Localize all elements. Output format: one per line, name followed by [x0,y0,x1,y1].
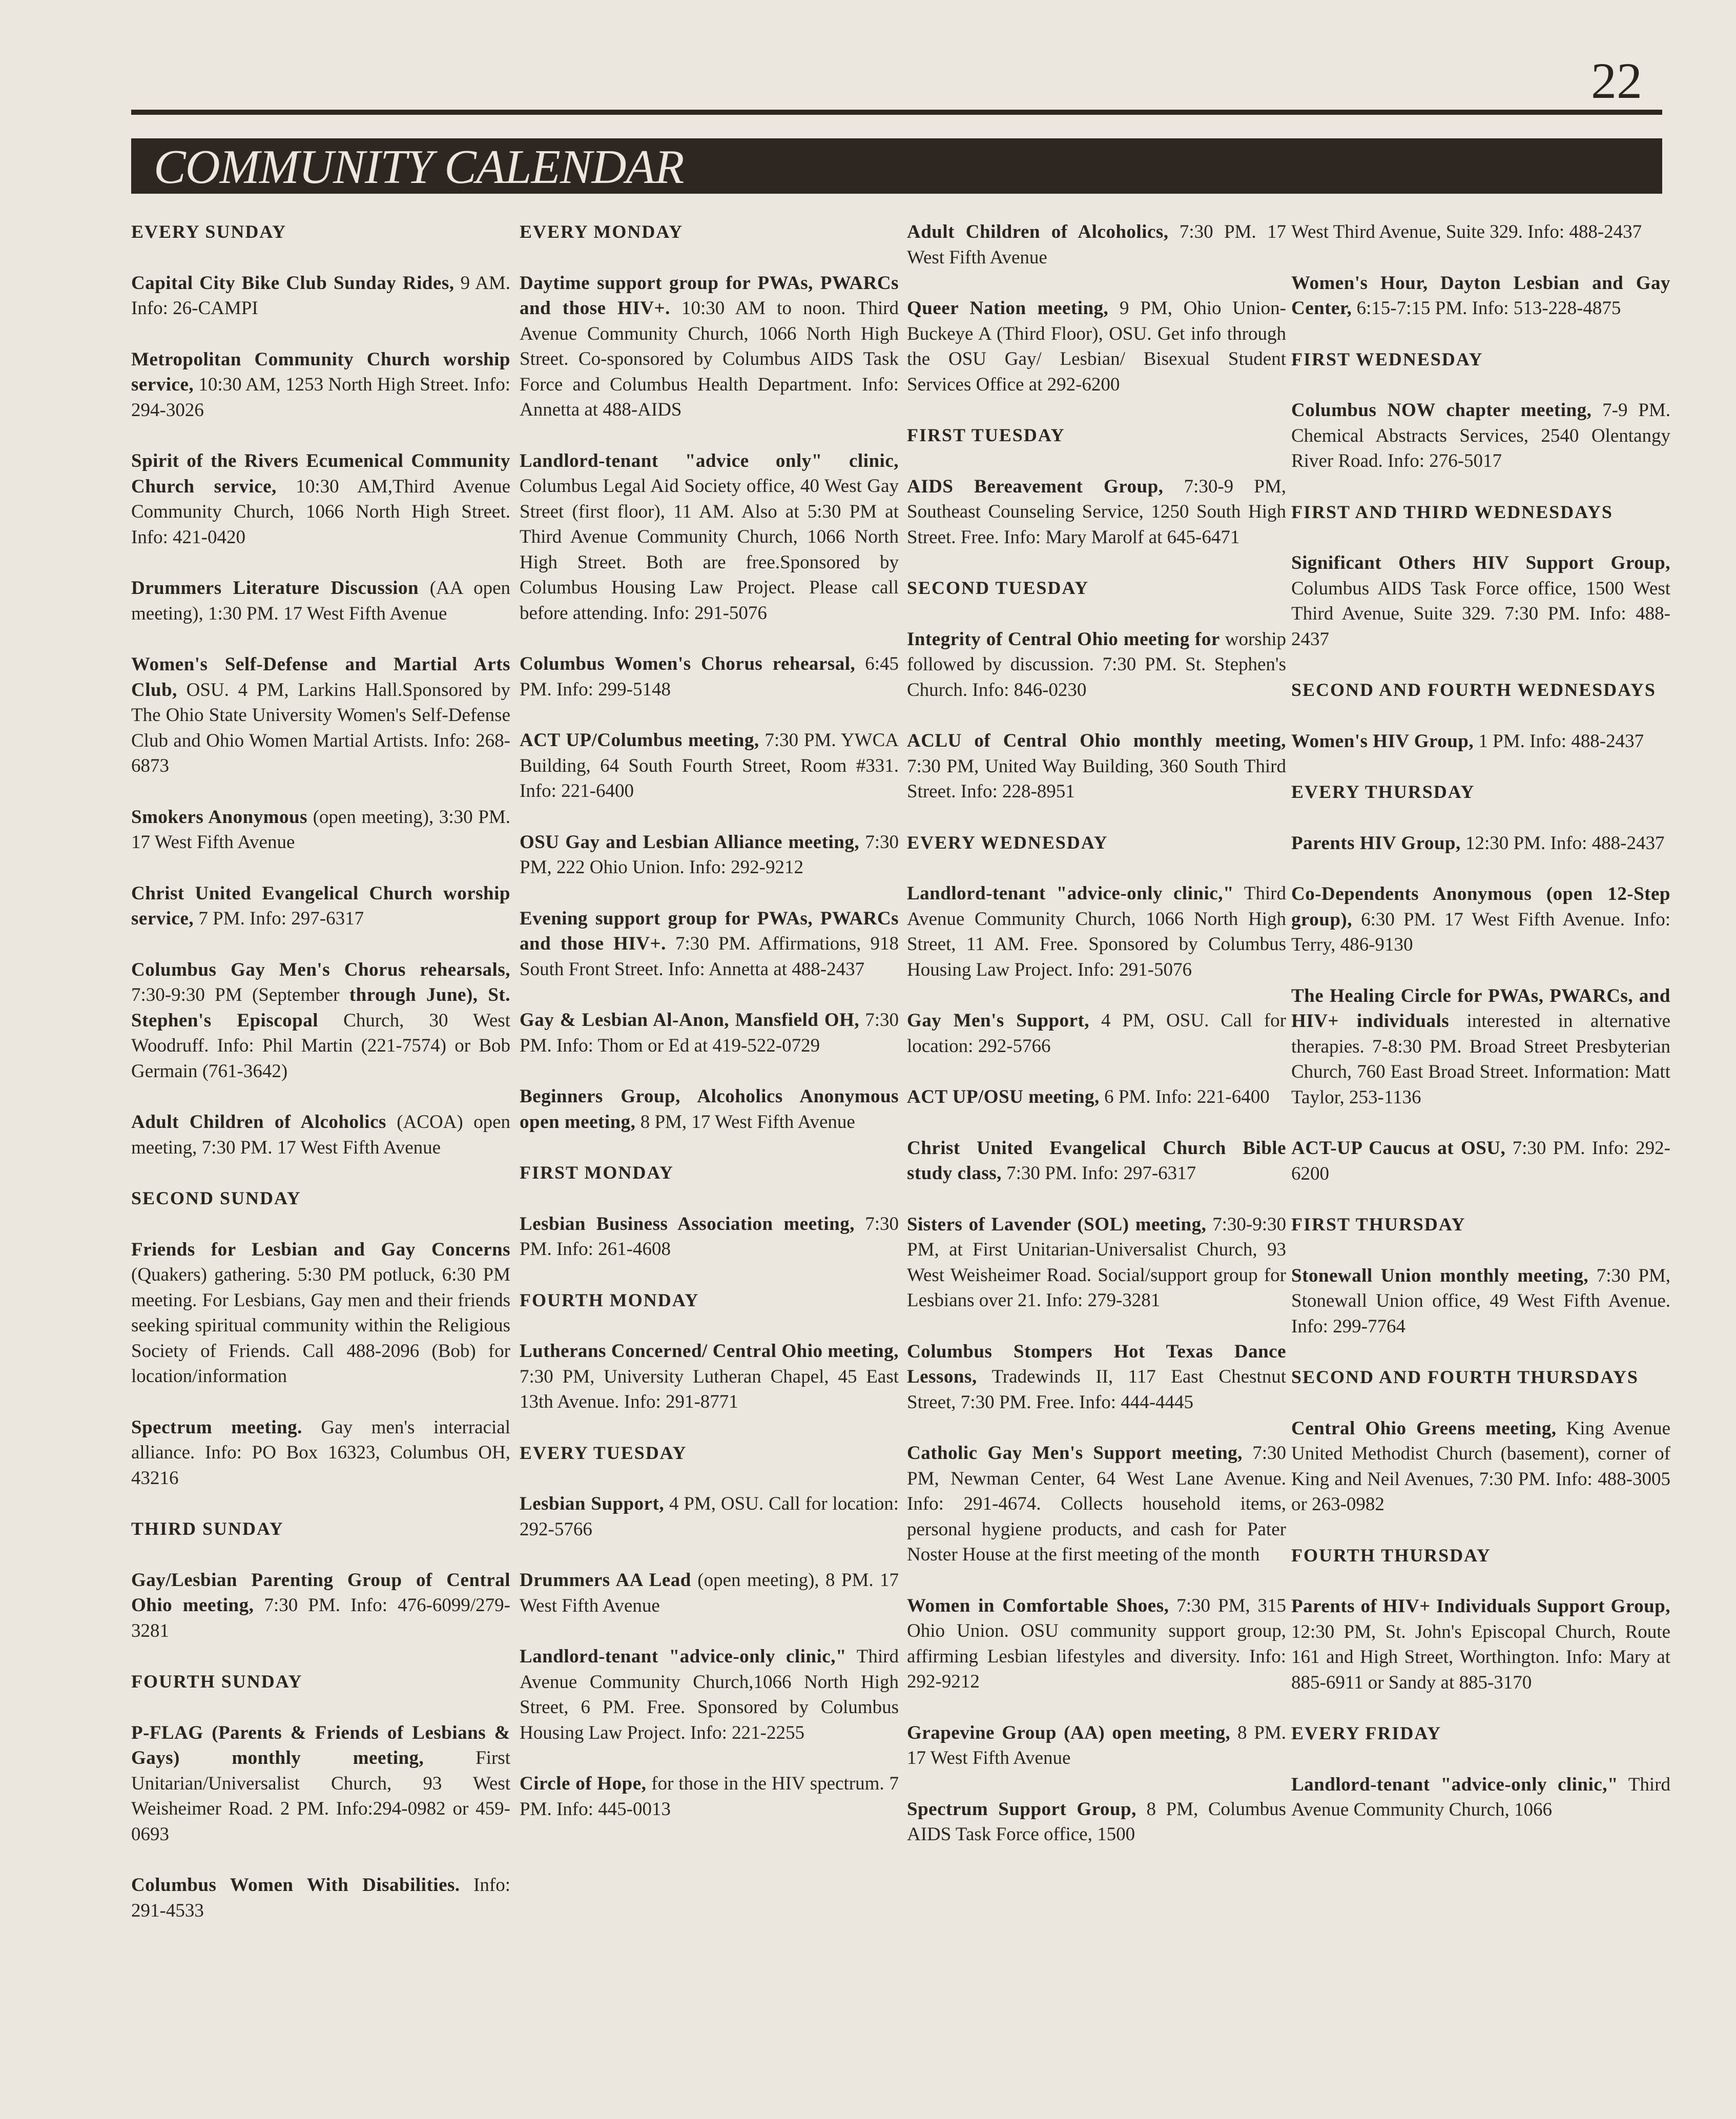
entry-title: Circle of Hope, [520,1773,647,1794]
entry-title: Significant Others HIV Support Group, [1291,552,1670,573]
calendar-entry [131,347,510,423]
entry-details: 6:30 PM. 17 West Fifth Avenue. Info: Terry, 486-9130 [1291,909,1670,955]
calendar-entry [1291,983,1670,1110]
entry-title: Columbus Women With Disabilities. [131,1875,460,1896]
entry-title: Drummers AA Lead [520,1570,691,1591]
calendar-entry [520,271,899,423]
entry-details: Tradewinds II, 117 East Chestnut Street, 7:30 PM. Free. Info: 444-4445 [907,1366,1286,1413]
calendar-entry [907,1441,1286,1568]
entry-details: 7:30-9:30 PM (September [131,984,349,1005]
entry-title: Drummers Literature Discussion [131,578,419,599]
page-number: 22 [1591,52,1642,109]
calendar-entry [1291,398,1670,474]
entry-title: Adult Children of Alcoholics, [907,221,1169,242]
calendar-entry [131,575,510,626]
entry-title: Women's Self-Defense and Martial Arts Club, [131,654,510,701]
calendar-entry [131,1109,510,1160]
entry-details: (Quakers) gathering. 5:30 PM potluck, 6:30 PM meeting. For Lesbians, Gay men and their friends seeking spiritual community within the Religious Society of Friends. Call 488-2096 (Bob) for location/information [131,1264,510,1387]
calendar-entry [1291,1263,1670,1340]
day-heading: THIRD SUNDAY [131,1518,284,1539]
entry-title: Stonewall Union monthly meeting, [1291,1265,1589,1286]
calendar-entry [907,1084,1286,1110]
entry-title: ACT UP/OSU meeting, [907,1086,1100,1107]
entry-details: Gay men's interracial alliance. Info: PO Box 16323, Columbus OH, 43216 [131,1416,510,1489]
calendar-entry [907,1008,1286,1059]
entry-details: 7:30 PM, United Way Building, 360 South Third Street. Info: 228-8951 [907,755,1286,802]
calendar-entry [520,1771,899,1822]
entry-details: worship followed by discussion. 7:30 PM. St. Stephen's Church. Info: 846-0230 [907,628,1286,701]
entry-details: 12:30 PM. Info: 488-2437 [1460,832,1665,854]
calendar-entry [1291,881,1670,958]
entry-title: Spectrum meeting. [131,1416,302,1438]
entry-details: 4 PM, OSU. Call for location: 292-5766 [520,1493,899,1540]
day-heading: EVERY FRIDAY [1291,1723,1442,1743]
entry-title: Co-Dependents Anonymous (open 12-Step group), [1291,883,1670,930]
day-heading: SECOND TUESDAY [907,578,1089,598]
calendar-entry [1291,1136,1670,1186]
entry-title: Catholic Gay Men's Support meeting, [907,1443,1243,1464]
entry-details: 7-9 PM. Chemical Abstracts Services, 2540 Olentangy River Road. Info: 276-5017 [1291,400,1670,471]
day-heading: FOURTH MONDAY [520,1289,699,1310]
entry-details: 9 PM, Ohio Union-Buckeye A (Third Floor), OSU. Get info through the OSU Gay/ Lesbian/ Bisexual Student Services Office at 292-6200 [907,298,1286,395]
entry-title: Columbus Gay Men's Chorus rehearsals, [131,959,510,980]
calendar-entry [131,1873,510,1923]
entry-title: Smokers Anonymous [131,806,307,828]
calendar-entry [520,448,899,626]
calendar-entry [131,1237,510,1389]
entry-title: ACT UP/Columbus meeting, [520,730,759,751]
entry-details: 4 PM, OSU. Call for location: 292-5766 [907,1010,1286,1057]
entry-details: 7:30-9:30 PM, at First Unitarian-Universalist Church, 93 West Weisheimer Road. Social/support group for Lesbians over 21. Info: 279-3281 [907,1213,1286,1311]
entry-details: 7:30 PM, 222 Ohio Union. Info: 292-9212 [520,831,899,878]
entry-details: OSU. 4 PM, Larkins Hall.Sponsored by The Ohio State University Women's Self-Defense Club and Ohio Women Martial Artists. Info: 268-6873 [131,679,510,776]
calendar-entry [520,1211,899,1262]
entry-title: Capital City Bike Club Sunday Rides, [131,272,454,294]
entry-details: Columbus AIDS Task Force office, 1500 West Third Avenue, Suite 329. 7:30 PM. Info: 488-2437 [1291,578,1670,650]
day-heading: SECOND SUNDAY [131,1188,301,1208]
entry-title: Landlord-tenant "advice only" clinic, [520,450,899,471]
calendar-entry [907,1720,1286,1771]
entry-details: 6:15-7:15 PM. Info: 513-228-4875 [1352,298,1621,319]
day-heading: FIRST TUESDAY [907,425,1065,445]
calendar-entry [907,1339,1286,1415]
entry-details: King Avenue United Methodist Church (basement), corner of King and Neil Avenues, 7:30 PM. Info: 488-3005 or 263-0982 [1291,1417,1670,1515]
entry-title: ACLU of Central Ohio monthly meeting, [907,730,1286,751]
entry-details: Third Avenue Community Church, 1066 North High Street, 11 AM. Free. Sponsored by Columbus Housing Law Project. Info: 291-5076 [907,883,1286,980]
entry-details: 7:30 PM. 17 West Fifth Avenue [907,221,1286,268]
calendar-entry [520,1007,899,1058]
entry-title: Women's Hour, Dayton Lesbian and Gay Center, [1291,272,1670,319]
entry-details: 7:30 PM, 315 Ohio Union. OSU community support group, affirming Lesbian lifestyles and diversity. Info: 292-9212 [907,1595,1286,1692]
entry-details: 7:30 PM, Newman Center, 64 West Lane Avenue. Info: 291-4674. Collects household items, personal hygiene products, and cash for Pater Noster House at the first meeting of the month [907,1443,1287,1565]
entry-title: Gay/Lesbian Parenting Group of Central Ohio meeting, [131,1569,510,1616]
day-heading: EVERY SUNDAY [131,221,287,242]
entry-details: 1 PM. Info: 488-2437 [1474,730,1644,752]
calendar-entry [907,1212,1286,1313]
entry-title: Parents HIV Group, [1291,832,1461,854]
day-heading: EVERY MONDAY [520,221,684,242]
entry-details: Church, 30 West Woodruff. Info: Phil Martin (221-7574) or Bob Germain (761-3642) [131,1010,510,1082]
calendar-column-2 [520,219,899,1847]
entry-details: 7:30 PM, University Lutheran Chapel, 45 East 13th Avenue. Info: 291-8771 [520,1366,899,1412]
calendar-entry [1291,729,1670,754]
entry-details: 7:30-9 PM, Southeast Counseling Service, 1250 South High Street. Free. Info: Mary Marolf at 645-6471 [907,476,1286,548]
calendar-entry [520,830,899,880]
entry-title: Lutherans Concerned/ Central Ohio meeting, [520,1341,899,1362]
entry-details: 8 PM, 17 West Fifth Avenue [635,1111,855,1133]
calendar-entry [907,219,1286,270]
calendar-entry [1291,831,1670,856]
entry-title: Friends for Lesbian and Gay Concerns [131,1239,510,1260]
calendar-entry [907,474,1286,550]
calendar-entry [131,1415,510,1491]
entry-details: 7 PM. Info: 297-6317 [194,908,364,929]
entry-title: Columbus NOW chapter meeting, [1291,400,1592,421]
calendar-entry [131,805,510,855]
entry-title: Women in Comfortable Shoes, [907,1595,1169,1616]
entry-details: 12:30 PM, St. John's Episcopal Church, Route 161 and High Street, Worthington. Info: Mary at 885-6911 or Sandy at 885-3170 [1291,1621,1670,1693]
entry-title: ACT-UP Caucus at OSU, [1291,1138,1506,1159]
entry-details: 7:30 PM. YWCA Building, 64 South Fourth Street, Room #331. Info: 221-6400 [520,730,899,801]
entry-title: Evening support group for PWAs, PWARCs and those HIV+. [520,908,899,954]
calendar-entry [520,1084,899,1135]
banner-title: COMMUNITY CALENDAR [154,140,684,194]
entry-title: through June), St. Stephen's Episcopal [131,984,510,1031]
calendar-column-3 [907,219,1286,1873]
calendar-entry [907,1593,1286,1695]
calendar-entry [131,957,510,1084]
entry-title: Queer Nation meeting, [907,298,1109,319]
calendar-entry [131,448,510,550]
entry-title: Adult Children of Alcoholics [131,1112,386,1133]
entry-details: 9 AM. Info: 26-CAMPI [131,272,510,319]
entry-details: interested in alternative therapies. 7-8:30 PM. Broad Street Presbyterian Church, 760 East Broad Street. Information: Matt Taylor, 253-1136 [1291,1011,1670,1108]
calendar-entry [1291,271,1670,321]
entry-details: for those in the HIV spectrum. 7 PM. Info: 445-0013 [520,1773,899,1820]
entry-title: OSU Gay and Lesbian Alliance meeting, [520,831,860,853]
day-heading: SECOND AND FOURTH THURSDAYS [1291,1367,1639,1387]
entry-details: (AA open meeting), 1:30 PM. 17 West Fifth Avenue [131,578,510,624]
entry-title: Metropolitan Community Church worship service, [131,348,510,395]
entry-details: First Unitarian/Universalist Church, 93 West Weisheimer Road. 2 PM. Info:294-0982 or 459-0693 [131,1747,510,1845]
calendar-entry [520,1339,899,1415]
section-banner [131,138,1662,194]
calendar-entry [520,1568,899,1618]
day-heading: SECOND AND FOURTH WEDNESDAYS [1291,680,1656,700]
calendar-entry [131,652,510,779]
entry-title: Lesbian Support, [520,1493,665,1514]
day-heading: EVERY TUESDAY [520,1442,687,1463]
calendar-column-1 [131,219,510,1949]
entry-title: Spirit of the Rivers Ecumenical Community Church service, [131,450,510,497]
calendar-entry [1291,1594,1670,1695]
calendar-entry [1291,1416,1670,1517]
calendar-entry [131,271,510,321]
entry-details: Third Avenue Community Church,1066 North High Street, 6 PM. Free. Sponsored by Columbus Housing Law Project. Info: 221-2255 [520,1646,899,1743]
entry-title: P-FLAG (Parents & Friends of Lesbians & Gays) monthly meeting, [131,1722,510,1768]
calendar-entry [1291,1772,1670,1823]
entry-details: 7:30 PM. Info: 261-4608 [520,1213,899,1260]
entry-title: AIDS Bereavement Group, [907,476,1164,497]
calendar-entry [131,1568,510,1644]
entry-title: Christ United Evangelical Church worship service, [131,882,510,929]
entry-title: Christ United Evangelical Church Bible study class, [907,1137,1286,1184]
entry-title: Lesbian Business Association meeting, [520,1213,855,1235]
entry-details: 10:30 AM to noon. Third Avenue Community Church, 1066 North High Street. Co-sponsored by Columbus AIDS Task Force and Columbus Health Department. Info: Annetta at 488-AIDS [520,298,899,420]
calendar-entry [1291,550,1670,652]
calendar-entry [907,627,1286,703]
entry-title: Central Ohio Greens meeting, [1291,1417,1557,1439]
entry-title: Sisters of Lavender (SOL) meeting, [907,1213,1207,1235]
entry-details: 7:30 PM. Info: Thom or Ed at 419-522-0729 [520,1010,899,1056]
entry-details: West Third Avenue, Suite 329. Info: 488-2437 [1291,221,1642,242]
entry-title: Gay & Lesbian Al-Anon, Mansfield OH, [520,1010,860,1031]
entry-details: 7:30 PM. Info: 292-6200 [1291,1138,1671,1184]
top-rule [131,110,1662,115]
day-heading: FIRST THURSDAY [1291,1214,1466,1235]
day-heading: FOURTH THURSDAY [1291,1545,1491,1566]
calendar-entry [520,728,899,804]
entry-title: Beginners Group, Alcoholics Anonymous open meeting, [520,1086,899,1133]
entry-details: 10:30 AM, 1253 North High Street. Info: 294-3026 [131,374,510,421]
entry-title: Landlord-tenant "advice-only clinic," [1291,1774,1619,1795]
entry-details: 7:30 PM, Stonewall Union office, 49 West Fifth Avenue. Info: 299-7764 [1291,1265,1670,1337]
entry-title: Gay Men's Support, [907,1010,1090,1031]
day-heading: EVERY WEDNESDAY [907,832,1108,853]
day-heading: FIRST AND THIRD WEDNESDAYS [1291,501,1613,522]
calendar-entry [1291,219,1670,245]
entry-title: Spectrum Support Group, [907,1798,1136,1820]
entry-details: 7:30 PM. Affirmations, 918 South Front Street. Info: Annetta at 488-2437 [520,933,899,980]
day-heading: FIRST MONDAY [520,1162,674,1183]
entry-details: 6:45 PM. Info: 299-5148 [520,653,899,700]
entry-details: 7:30 PM. Info: 297-6317 [1001,1163,1196,1184]
entry-details: Third Avenue Community Church, 1066 [1291,1774,1670,1820]
entry-details: (open meeting), 3:30 PM. 17 West Fifth Avenue [131,806,510,853]
entry-details: Info: 291-4533 [131,1875,510,1921]
entry-details: (ACOA) open meeting, 7:30 PM. 17 West Fifth Avenue [131,1112,511,1158]
day-heading: FOURTH SUNDAY [131,1671,303,1692]
entry-details: 8 PM. 17 West Fifth Avenue [907,1722,1286,1768]
calendar-entry [907,881,1286,982]
day-heading: FIRST WEDNESDAY [1291,348,1483,369]
calendar-column-4 [1291,219,1670,1848]
calendar-entry [520,906,899,982]
entry-title: Columbus Stompers Hot Texas Dance Lessons, [907,1341,1286,1387]
calendar-entry [131,881,510,932]
calendar-entry [907,1136,1286,1186]
entry-details: 8 PM, Columbus AIDS Task Force office, 1500 [907,1798,1286,1845]
entry-details: Columbus Legal Aid Society office, 40 West Gay Street (first floor), 11 AM. Also at 5:30 PM at Third Avenue Community Church, 1066 North High Street. Both are free.Sponsored by Columbus Housing Law Project. Please call before attending. Info: 291-5076 [520,476,899,624]
day-heading: EVERY THURSDAY [1291,781,1475,802]
entry-title: The Healing Circle for PWAs, PWARCs, and HIV+ individuals [1291,985,1670,1032]
calendar-entry [520,1491,899,1542]
calendar-entry [907,296,1286,397]
entry-details: 6 PM. Info: 221-6400 [1099,1086,1270,1107]
entry-title: Landlord-tenant "advice-only clinic," [907,883,1234,904]
entry-title: Integrity of Central Ohio meeting for [907,628,1220,650]
entry-details: (open meeting), 8 PM. 17 West Fifth Avenue [520,1570,899,1616]
entry-details: 10:30 AM,Third Avenue Community Church, 1066 North High Street. Info: 421-0420 [131,476,511,548]
entry-details: 7:30 PM. Info: 476-6099/279-3281 [131,1595,511,1641]
calendar-entry [520,1644,899,1745]
calendar-entry [520,651,899,702]
entry-title: Women's HIV Group, [1291,730,1474,752]
calendar-entry [131,1720,510,1847]
calendar-entry [907,1797,1286,1847]
entry-title: Daytime support group for PWAs, PWARCs and those HIV+. [520,272,899,319]
entry-title: Parents of HIV+ Individuals Support Group, [1291,1596,1670,1617]
calendar-entry [907,728,1286,805]
entry-title: Landlord-tenant "advice-only clinic," [520,1646,847,1667]
entry-title: Columbus Women's Chorus rehearsal, [520,653,856,674]
entry-title: Grapevine Group (AA) open meeting, [907,1722,1231,1743]
